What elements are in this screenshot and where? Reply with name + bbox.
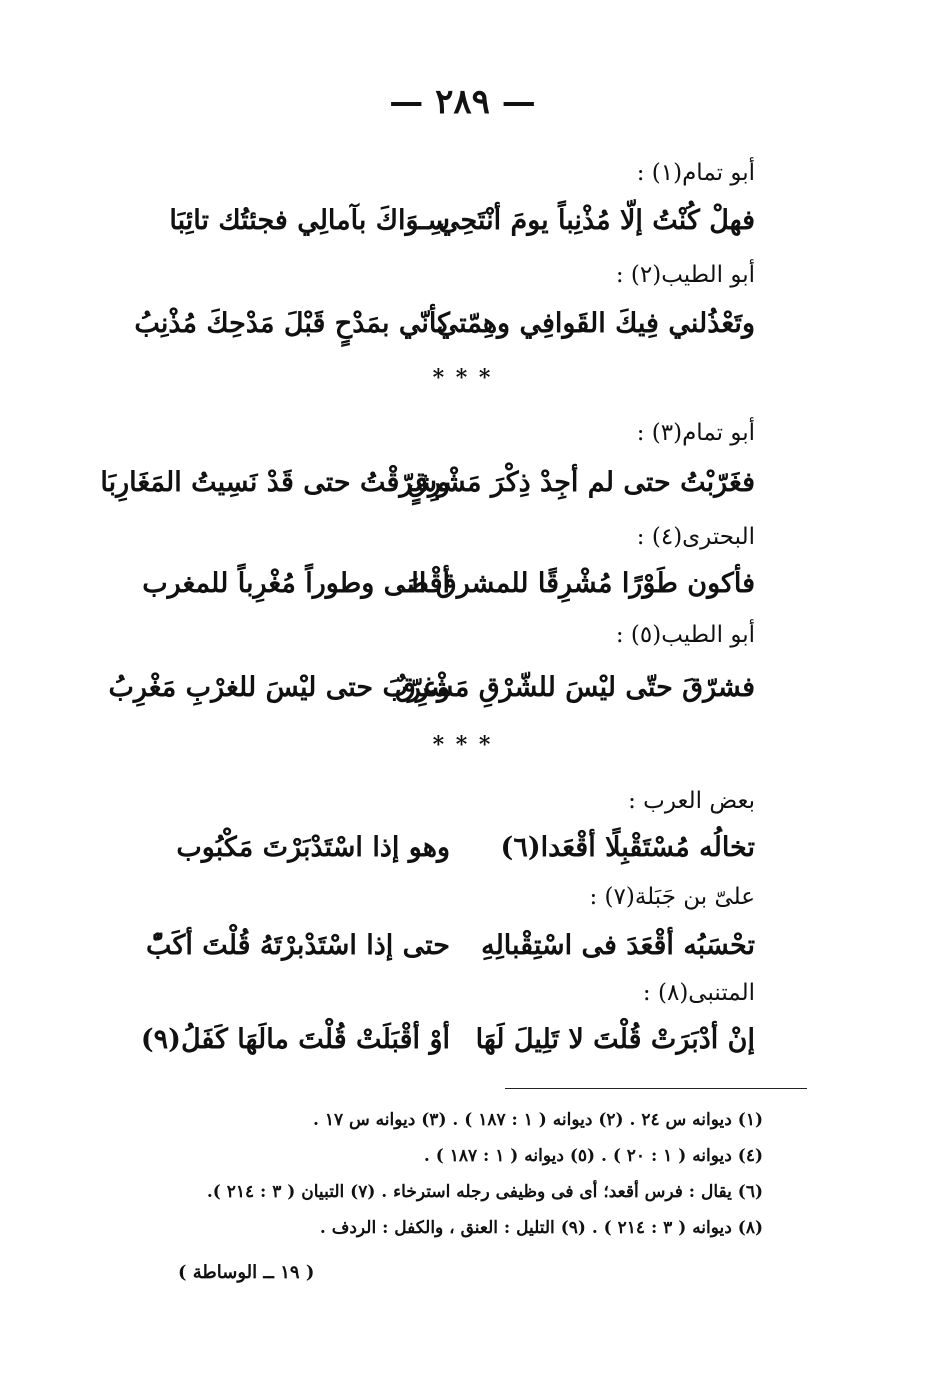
footnote-line: (٦) يقال : فرس أقعد؛ أى فى وظيفى رجله استرخاء . (٧) التبيان ( ٣ : ٢١٤ ). — [206, 1182, 763, 1202]
verse-second-hemistich: سِـوَاكَ بآمالِي فجئتُك تائِبَا — [169, 205, 450, 236]
verse-first-hemistich: فشرّقَ حتّى ليْسَ للشّرْقِ مَشْرِقٌ — [394, 672, 755, 703]
verse-second-hemistich: أوْ أقْبَلَتْ قُلْتَ مالَهَا كَفَلُ(٩) — [140, 1024, 450, 1055]
poet-name: أبو الطيب(٥) : — [615, 622, 755, 648]
section-separator: * * * — [432, 732, 493, 758]
section-separator: * * * — [432, 365, 493, 391]
verse-second-hemistich: وغرّبَ حتى ليْسَ للغرْبِ مَغْرِبُ — [108, 672, 450, 703]
printer-signature-mark: ( ١٩ ــ الوساطة ) — [178, 1262, 315, 1283]
verse-first-hemistich: تحْسَبُه أقْعَدَ فى اسْتِقْبالِهِ — [481, 930, 755, 961]
poet-name: المتنبى(٨) : — [642, 980, 755, 1006]
verse-first-hemistich: فهلْ كُنْتُ إلّا مُذْنِباً يومَ أنْتَحِي — [437, 205, 755, 236]
verse-first-hemistich: وتَعْذُلني فِيكَ القَوافِي وهِمّتي — [436, 308, 755, 339]
poet-name: أبو تمام(٣) : — [636, 420, 755, 446]
poet-name: أبو تمام(١) : — [636, 160, 755, 186]
verse-second-hemistich: كأنّي بمَدْحٍ قَبْلَ مَدْحِكَ مُذْنِبُ — [134, 308, 450, 339]
verse-second-hemistich: وشرّقْتُ حتى قَدْ نَسِيتُ المَغَارِبَا — [100, 467, 450, 498]
poet-name: بعض العرب : — [628, 788, 755, 814]
verse-second-hemistich: أقْصَى وطوراً مُغْرِباً للمغرب — [142, 568, 450, 599]
footnote-line: (٤) ديوانه ( ١ : ٢٠ ) . (٥) ديوانه ( ١ : ١٨٧ ) . — [423, 1146, 763, 1166]
verse-second-hemistich: حتى إذا اسْتَدْبرْتَهُ قُلْتَ أكَبّْ — [145, 930, 450, 961]
verse-first-hemistich: تخالُه مُسْتَقْبِلًا أقْعَدا(٦) — [500, 832, 755, 863]
poet-name: علىّ بن جَبَلة(٧) : — [589, 884, 755, 910]
verse-first-hemistich: فأكون طَوْرًا مُشْرِقًا للمشرق الـ — [402, 568, 755, 599]
footnote-line: (٨) ديوانه ( ٣ : ٢١٤ ) . (٩) التليل : العنق ، والكفل : الردف . — [319, 1218, 763, 1238]
verse-first-hemistich: فغَرّبْتُ حتى لم أجِدْ ذِكْرَ مَشْرِقٍ — [407, 467, 755, 498]
verse-second-hemistich: وهو إذا اسْتَدْبَرْتَ مَكْبُوب — [176, 832, 450, 863]
verse-first-hemistich: إنْ أدْبَرَتْ قُلْتَ لا تَلِيلَ لَهَا — [475, 1024, 755, 1055]
poet-name: أبو الطيب(٢) : — [615, 262, 755, 288]
footnote-line: (١) ديوانه س ٢٤ . (٢) ديوانه ( ١ : ١٨٧ ) . (٣) ديوانه س ١٧ . — [312, 1110, 763, 1130]
poet-name: البحترى(٤) : — [636, 524, 755, 550]
footnote-divider — [505, 1088, 807, 1089]
page-number: — ٢٨٩ — — [389, 82, 536, 122]
